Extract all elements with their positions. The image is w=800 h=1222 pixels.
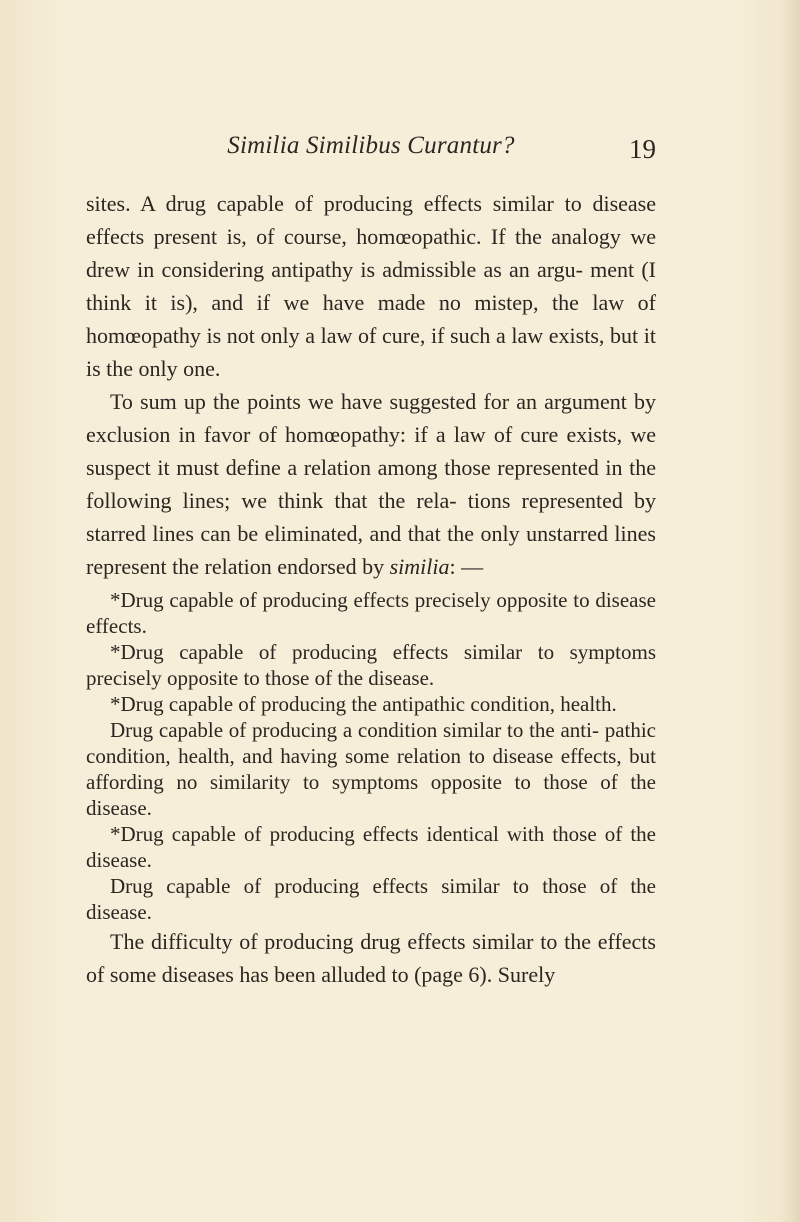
running-title: Similia Similibus Curantur? bbox=[227, 132, 515, 159]
paragraph-summary bbox=[86, 385, 656, 583]
page-header bbox=[86, 132, 656, 166]
list-item: Drug capable of producing effects similar to those of the disease. bbox=[86, 874, 656, 924]
page-edge-shadow bbox=[782, 0, 800, 1222]
paragraph-summary-text: To sum up the points we have suggested for an argument by exclusion in favor of homœopathy: if a law of cure exists, we suspect it must define a relation among those represented in the following lines; we think that the rela- tions represented by starred lines can be eliminated, and that the only unstarred lines represent the relation endorsed by bbox=[86, 389, 656, 579]
paragraph-summary-tail: : — bbox=[449, 554, 484, 579]
list-item: *Drug capable of producing effects identical with those of the disease. bbox=[86, 822, 656, 872]
paragraph-opening: sites. A drug capable of producing effects similar to disease effects present is, of course, homœopathic. If the analogy we drew in considering antipathy is admissible as an argu- ment (I think it is), and if we have made no mistep, the law of homœopathy is not only a law of cure, if such a law exists, but it is the only one. bbox=[86, 191, 656, 381]
list-item: *Drug capable of producing effects precisely opposite to disease effects. bbox=[86, 588, 656, 638]
list-item: *Drug capable of producing effects similar to symptoms precisely opposite to those of the disease. bbox=[86, 640, 656, 690]
list-item: *Drug capable of producing the antipathic condition, health. bbox=[110, 692, 617, 716]
list-item: Drug capable of producing a condition similar to the anti- pathic condition, health, and having some relation to disease effects, but affording no similarity to symptoms opposite to those of the disease. bbox=[86, 718, 656, 820]
page-number: 19 bbox=[629, 134, 656, 164]
paragraph-closing: The difficulty of producing drug effects similar to the effects of some diseases has been alluded to (page 6). Surely bbox=[86, 929, 656, 987]
relation-list bbox=[86, 587, 656, 925]
page-body bbox=[86, 187, 656, 991]
similia-term: similia bbox=[389, 554, 450, 579]
